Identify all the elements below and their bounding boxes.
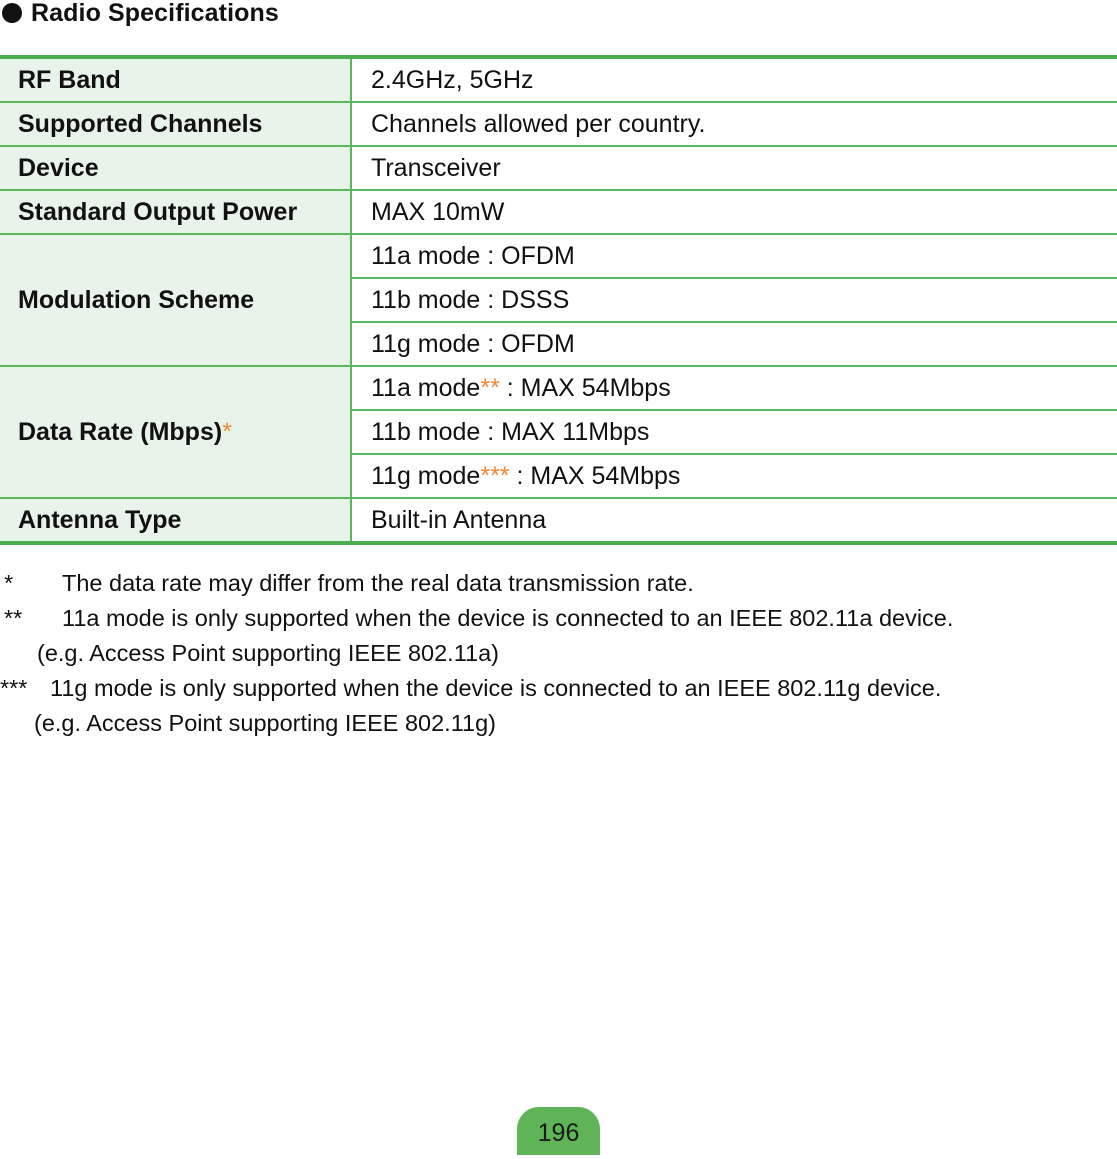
data-rate-mode: 11a mode [371,373,481,402]
table-row [0,146,1117,190]
supported-channels-value: Channels allowed per country. [351,102,1117,146]
page-number: 196 [517,1107,600,1155]
bullet-icon [2,3,22,23]
table-row [0,498,1117,543]
footnote [0,671,1117,706]
footnote-continuation: (e.g. Access Point supporting IEEE 802.11g) [34,710,497,736]
radio-specifications-table [0,55,1117,545]
data-rate-asterisk: *** [480,461,510,490]
output-power-label: Standard Output Power [0,190,351,234]
footnote-mark: * [4,570,14,596]
output-power-value: MAX 10mW [351,190,1117,234]
section-heading [2,0,279,26]
data-rate-max: : MAX 54Mbps [509,461,681,490]
table-row [0,57,1117,102]
section-title-text: Radio Specifications [31,0,279,27]
footnote-continuation: (e.g. Access Point supporting IEEE 802.11a) [37,640,500,666]
data-rate-mode: 11g mode [371,461,481,490]
footnote-text: 11a mode is only supported when the device is connected to an IEEE 802.11a device. [62,605,954,631]
table-row [0,102,1117,146]
table-row [0,234,1117,278]
device-value: Transceiver [351,146,1117,190]
modulation-value: 11a mode : OFDM [351,234,1117,278]
footnote-mark: *** [0,675,28,701]
antenna-type-label: Antenna Type [0,498,351,543]
data-rate-value-11g [351,454,1117,498]
data-rate-asterisk: ** [480,373,500,402]
modulation-scheme-label: Modulation Scheme [0,234,351,366]
footnote-text: The data rate may differ from the real data transmission rate. [62,570,694,596]
antenna-type-value: Built-in Antenna [371,505,547,534]
supported-channels-label: Supported Channels [0,102,351,146]
table-row [0,190,1117,234]
data-rate-label-cell [0,366,351,498]
modulation-value: 11b mode : DSSS [351,278,1117,322]
data-rate-value-11a [351,366,1117,410]
footnotes [0,566,1117,741]
table-row [0,366,1117,410]
footnote-mark: ** [4,605,23,631]
footnote [0,566,1117,601]
data-rate-asterisk: * [222,417,232,446]
rf-band-value: 2.4GHz, 5GHz [351,57,1117,102]
data-rate-label: Data Rate (Mbps) [18,417,223,446]
footnote [0,601,1117,636]
footnote-text: 11g mode is only supported when the device is connected to an IEEE 802.11g device. [50,675,942,701]
rf-band-label: RF Band [0,57,351,102]
data-rate-max: : MAX 54Mbps [499,373,671,402]
data-rate-value-11b: 11b mode : MAX 11Mbps [351,410,1117,454]
modulation-value: 11g mode : OFDM [351,322,1117,366]
device-label: Device [0,146,351,190]
